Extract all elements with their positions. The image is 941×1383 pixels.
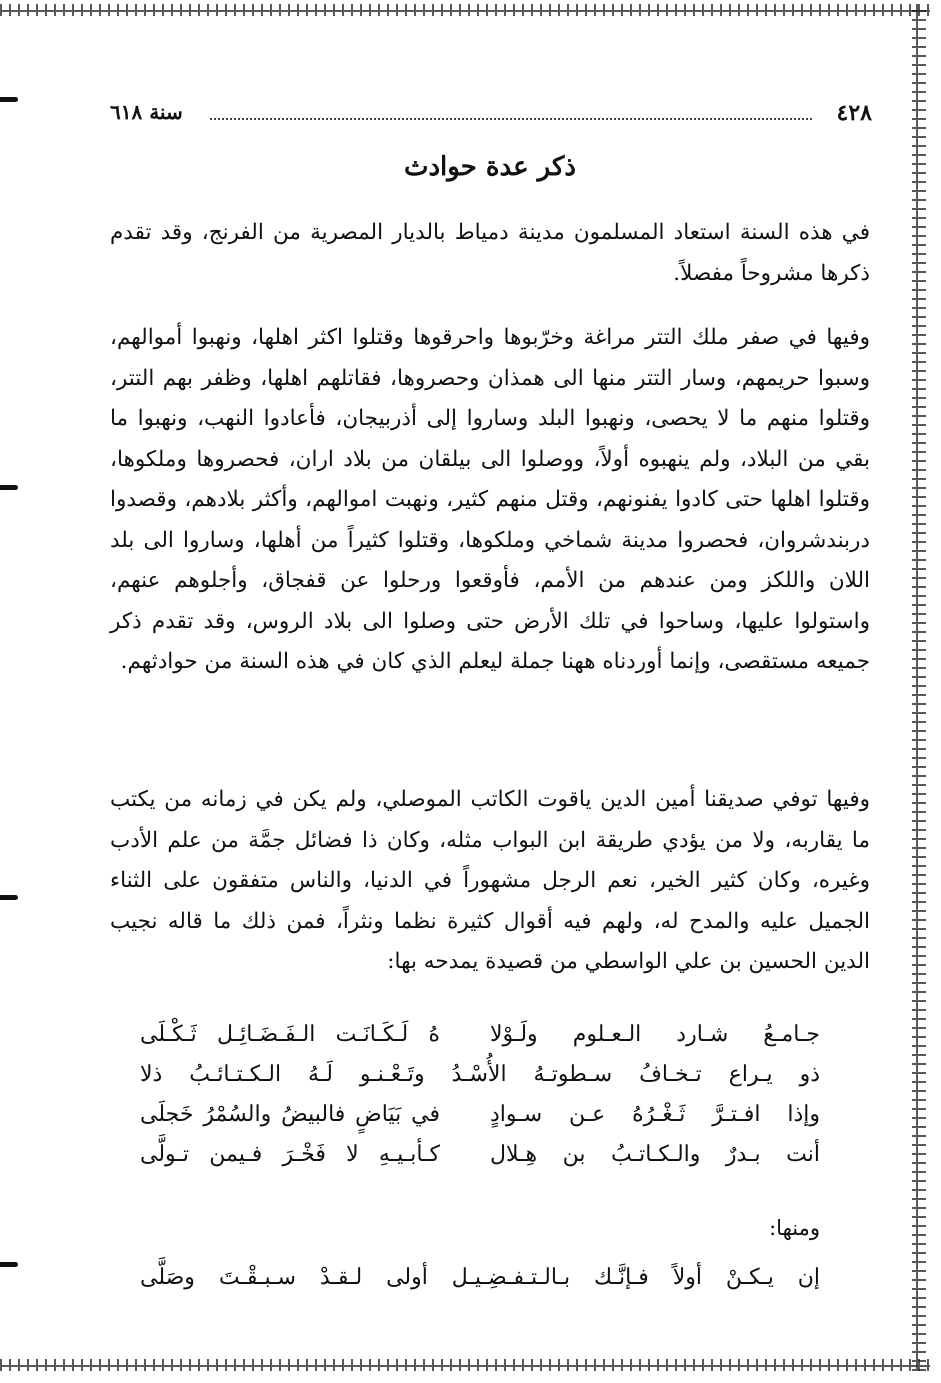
verse-first-hemistich: جـامـعُ شـارد الـعـلوم ولَـوْلا <box>490 1022 820 1047</box>
verse-second-hemistich: هُ لَـكَـانَـت الـفَـضَـائِـل ثَـكْـلَى <box>140 1022 440 1047</box>
verse-second-hemistich: في بَيَاضٍ فالبيضُ والسُمْرُ خَجلَى <box>140 1102 440 1127</box>
header-dotted-leader <box>210 118 812 120</box>
year-label: سنة ٦١٨ <box>110 100 183 124</box>
page-number: ٤٢٨ <box>836 100 872 126</box>
verse-line <box>140 1135 820 1175</box>
paragraph: في هذه السنة استعاد المسلمون مدينة دمياط بالديار المصرية من الفرنج، وقد تقدم ذكرها مشروحاً مفصلاً. <box>110 220 870 286</box>
edge-mark <box>0 97 18 102</box>
verse-full-line: إن يـكـنْ أولاً فـإنَّـك بـالـتـفـضِـيـل أولى لـقـدْ سـبـقْـتَ وصَلَّى <box>140 1265 820 1290</box>
poem-continuation-label: ومنها: <box>769 1216 820 1240</box>
top-ornament-border <box>0 4 930 16</box>
verse-first-hemistich: وإذا افـتـرَّ ثَـغْـرُهُ عـن سـوادٍ <box>490 1102 820 1127</box>
edge-mark <box>0 895 18 900</box>
bottom-ornament-border <box>0 1359 930 1371</box>
verse-line <box>140 1015 820 1055</box>
paragraph: وفيها في صفر ملك التتر مراغة وخرّبوها واحرقوها وقتلوا اكثر اهلها، ونهبوا أموالهم، وسبوا حريمهم، وسار التتر منها الى همذان وحصروها، فقاتلهم اهلها، وظفر بهم التتر، وقتلوا منهم ما لا يحصى، ونهبوا البلد وساروا إلى أذربيجان، فأعادوا النهب، ونهبوا ما بقي من البلاد، ولم ينهبوه أولاً، ووصلوا الى بيلقان من بلاد اران، فحصروها وملكوها، وقتلوا اهلها حتى كادوا يفنونهم، وقتل منهم كثير، ونهبت اموالهم، وأكثر بلادهم، وقصدوا دربندشروان، فحصروا مدينة شماخي وملكوها، وقتلوا كثيراً من أهلها، وساروا الى بلد اللان واللكز ومن عندهم من الأمم، فأوقعوا ورحلوا عن قفجاق، وأجلوهم عنهم، واستولوا عليها، وساحوا في تلك الأرض حتى وصلوا الى بلاد الروس، وقد تقدم ذكر جميعه مستقصى، وإنما أوردناه ههنا جملة ليعلم الذي كان في هذه السنة من حوادثهم. <box>110 325 870 674</box>
right-ornament-border <box>912 4 926 1371</box>
verse-first-hemistich: أنت بـدرٌ والـكـاتـبُ بن هِـلال <box>490 1142 820 1167</box>
edge-mark <box>0 1262 18 1267</box>
poem-verses <box>140 1015 820 1175</box>
edge-mark <box>0 485 18 490</box>
verse-second-hemistich: كـأبـيـهِ لا فَخْـرَ فـيمن تـولَّى <box>140 1142 440 1167</box>
section-title: ذكر عدة حوادث <box>404 152 576 182</box>
verse-line <box>140 1055 820 1095</box>
running-head <box>110 100 872 130</box>
verse-full-line: ذو يـراع تـخـافُ سـطوتـهُ الأُسْـدُ وتَـعْـنـو لَـهُ الـكـتـائـبُ ذلا <box>140 1062 820 1087</box>
verse-line <box>140 1095 820 1135</box>
paragraph: وفيها توفي صديقنا أمين الدين ياقوت الكاتب الموصلي، ولم يكن في زمانه من يكتب ما يقاربه، ولا من يؤدي طريقة ابن البواب مثله، وكان ذا فضائل جمَّة من علم الأدب وغيره، وكان كثير الخير، نعم الرجل مشهوراً في الدنيا، والناس متفقون على الثناء الجميل عليه والمدح له، ولهم فيه أقوال كثيرة نظما ونثراً، فمن ذلك ما قاله نجيب الدين الحسين بن علي الواسطي من قصيدة يمدحه بها: <box>110 787 870 974</box>
